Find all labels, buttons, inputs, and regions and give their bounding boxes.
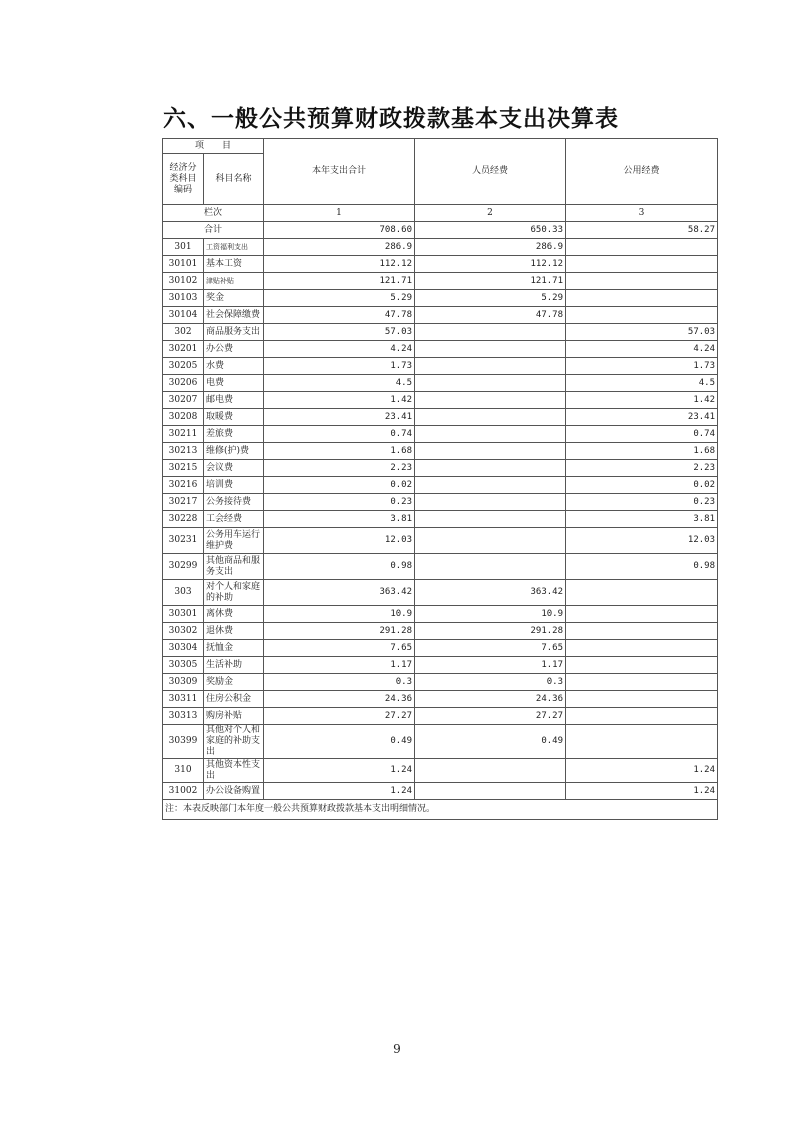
row-total: 7.65 — [264, 640, 415, 657]
table-row — [163, 392, 718, 409]
header-item-row — [163, 139, 718, 154]
row-code: 30399 — [163, 725, 204, 759]
row-name: 其他商品和服务支出 — [204, 554, 264, 580]
lanci-1: 1 — [264, 205, 415, 222]
row-code: 30104 — [163, 307, 204, 324]
table-row — [163, 606, 718, 623]
total-col1: 708.60 — [264, 222, 415, 239]
header-col2: 人员经费 — [415, 139, 566, 205]
table-row — [163, 324, 718, 341]
row-code: 302 — [163, 324, 204, 341]
row-name: 退休费 — [204, 623, 264, 640]
row-name: 基本工资 — [204, 256, 264, 273]
row-code: 30228 — [163, 511, 204, 528]
page-title: 六、一般公共预算财政拨款基本支出决算表 — [163, 106, 619, 132]
row-code: 30311 — [163, 691, 204, 708]
row-public: 4.24 — [566, 341, 718, 358]
row-personnel: 291.28 — [415, 623, 566, 640]
row-name: 其他资本性支出 — [204, 759, 264, 783]
page-number: 9 — [393, 1042, 401, 1056]
total-col3: 58.27 — [566, 222, 718, 239]
table-row — [163, 657, 718, 674]
row-public — [566, 657, 718, 674]
row-public: 1.42 — [566, 392, 718, 409]
total-col2: 650.33 — [415, 222, 566, 239]
row-name: 购房补贴 — [204, 708, 264, 725]
table-row — [163, 783, 718, 800]
header-col3: 公用经费 — [566, 139, 718, 205]
table-row — [163, 409, 718, 426]
row-total: 0.49 — [264, 725, 415, 759]
row-public — [566, 623, 718, 640]
row-total: 112.12 — [264, 256, 415, 273]
table-row — [163, 759, 718, 783]
row-personnel: 7.65 — [415, 640, 566, 657]
row-code: 30309 — [163, 674, 204, 691]
row-personnel — [415, 443, 566, 460]
row-name: 差旅费 — [204, 426, 264, 443]
row-personnel: 47.78 — [415, 307, 566, 324]
row-code: 30201 — [163, 341, 204, 358]
row-personnel: 363.42 — [415, 580, 566, 606]
table-row — [163, 725, 718, 759]
row-personnel — [415, 324, 566, 341]
lanci-2: 2 — [415, 205, 566, 222]
table-row — [163, 708, 718, 725]
row-public — [566, 606, 718, 623]
row-name: 奖励金 — [204, 674, 264, 691]
header-name-label: 科目名称 — [204, 154, 264, 205]
row-code: 30305 — [163, 657, 204, 674]
row-name: 电费 — [204, 375, 264, 392]
row-public — [566, 674, 718, 691]
table-row — [163, 426, 718, 443]
lanci-label: 栏次 — [163, 205, 264, 222]
row-personnel — [415, 759, 566, 783]
row-total: 0.74 — [264, 426, 415, 443]
row-name: 工资福利支出 — [204, 239, 264, 256]
row-personnel: 10.9 — [415, 606, 566, 623]
row-total: 1.68 — [264, 443, 415, 460]
row-total: 0.98 — [264, 554, 415, 580]
table-row — [163, 580, 718, 606]
row-personnel — [415, 341, 566, 358]
row-name: 生活补助 — [204, 657, 264, 674]
row-code: 30313 — [163, 708, 204, 725]
row-total: 0.02 — [264, 477, 415, 494]
row-public: 4.5 — [566, 375, 718, 392]
table-row — [163, 674, 718, 691]
row-name: 社会保障缴费 — [204, 307, 264, 324]
row-public: 0.02 — [566, 477, 718, 494]
row-personnel: 1.17 — [415, 657, 566, 674]
table-row — [163, 358, 718, 375]
row-personnel — [415, 358, 566, 375]
row-personnel: 112.12 — [415, 256, 566, 273]
row-name: 维修(护)费 — [204, 443, 264, 460]
row-public — [566, 580, 718, 606]
table-row — [163, 290, 718, 307]
row-public: 2.23 — [566, 460, 718, 477]
row-total: 27.27 — [264, 708, 415, 725]
row-name: 离休费 — [204, 606, 264, 623]
row-code: 30206 — [163, 375, 204, 392]
table-row — [163, 623, 718, 640]
row-name: 奖金 — [204, 290, 264, 307]
row-code: 30213 — [163, 443, 204, 460]
row-public — [566, 239, 718, 256]
row-code: 30231 — [163, 528, 204, 554]
row-name: 办公设备购置 — [204, 783, 264, 800]
row-total: 1.73 — [264, 358, 415, 375]
row-total: 47.78 — [264, 307, 415, 324]
row-public: 57.03 — [566, 324, 718, 341]
row-name: 办公费 — [204, 341, 264, 358]
row-name: 邮电费 — [204, 392, 264, 409]
row-personnel: 0.3 — [415, 674, 566, 691]
row-total: 12.03 — [264, 528, 415, 554]
row-total: 57.03 — [264, 324, 415, 341]
row-code: 30103 — [163, 290, 204, 307]
row-code: 30301 — [163, 606, 204, 623]
row-code: 30205 — [163, 358, 204, 375]
row-total: 291.28 — [264, 623, 415, 640]
row-total: 23.41 — [264, 409, 415, 426]
row-name: 会议费 — [204, 460, 264, 477]
row-personnel — [415, 511, 566, 528]
row-total: 0.23 — [264, 494, 415, 511]
total-row — [163, 222, 718, 239]
row-total: 0.3 — [264, 674, 415, 691]
row-public — [566, 725, 718, 759]
row-name: 水费 — [204, 358, 264, 375]
row-total: 10.9 — [264, 606, 415, 623]
row-total: 1.42 — [264, 392, 415, 409]
row-personnel — [415, 494, 566, 511]
row-personnel: 5.29 — [415, 290, 566, 307]
row-personnel — [415, 477, 566, 494]
row-code: 30215 — [163, 460, 204, 477]
row-personnel — [415, 460, 566, 477]
row-name: 公务用车运行维护费 — [204, 528, 264, 554]
header-code-label: 经济分类科目编码 — [163, 154, 204, 205]
row-public — [566, 307, 718, 324]
table-row — [163, 273, 718, 290]
row-code: 30102 — [163, 273, 204, 290]
row-code: 30101 — [163, 256, 204, 273]
row-name: 其他对个人和家庭的补助支出 — [204, 725, 264, 759]
row-public — [566, 691, 718, 708]
row-personnel: 121.71 — [415, 273, 566, 290]
table-row — [163, 256, 718, 273]
row-total: 3.81 — [264, 511, 415, 528]
row-personnel — [415, 783, 566, 800]
note-row — [163, 800, 718, 820]
row-personnel: 286.9 — [415, 239, 566, 256]
row-total: 4.5 — [264, 375, 415, 392]
row-name: 抚恤金 — [204, 640, 264, 657]
table-row — [163, 477, 718, 494]
row-public — [566, 256, 718, 273]
row-total: 1.24 — [264, 759, 415, 783]
row-code: 303 — [163, 580, 204, 606]
header-col1: 本年支出合计 — [264, 139, 415, 205]
row-code: 30211 — [163, 426, 204, 443]
row-code: 30304 — [163, 640, 204, 657]
lanci-3: 3 — [566, 205, 718, 222]
row-public: 3.81 — [566, 511, 718, 528]
row-public: 1.24 — [566, 783, 718, 800]
row-code: 30302 — [163, 623, 204, 640]
row-name: 津贴补贴 — [204, 273, 264, 290]
row-code: 30217 — [163, 494, 204, 511]
table-row — [163, 554, 718, 580]
row-personnel — [415, 528, 566, 554]
row-name: 住房公积金 — [204, 691, 264, 708]
table-row — [163, 307, 718, 324]
row-personnel — [415, 409, 566, 426]
table-row — [163, 341, 718, 358]
row-code: 30299 — [163, 554, 204, 580]
row-code: 30216 — [163, 477, 204, 494]
row-total: 1.17 — [264, 657, 415, 674]
row-public — [566, 290, 718, 307]
row-personnel — [415, 554, 566, 580]
row-total: 363.42 — [264, 580, 415, 606]
table-row — [163, 494, 718, 511]
row-total: 1.24 — [264, 783, 415, 800]
row-personnel — [415, 426, 566, 443]
row-personnel: 24.36 — [415, 691, 566, 708]
row-total: 4.24 — [264, 341, 415, 358]
row-code: 30208 — [163, 409, 204, 426]
row-personnel — [415, 392, 566, 409]
table-row — [163, 460, 718, 477]
row-name: 商品服务支出 — [204, 324, 264, 341]
row-name: 对个人和家庭的补助 — [204, 580, 264, 606]
table-row — [163, 375, 718, 392]
row-public: 0.23 — [566, 494, 718, 511]
row-personnel: 0.49 — [415, 725, 566, 759]
table-row — [163, 640, 718, 657]
row-total: 2.23 — [264, 460, 415, 477]
row-public: 0.74 — [566, 426, 718, 443]
table-note: 注：本表反映部门本年度一般公共预算财政拨款基本支出明细情况。 — [163, 800, 718, 820]
table-row — [163, 691, 718, 708]
row-code: 31002 — [163, 783, 204, 800]
table-row — [163, 239, 718, 256]
total-label: 合计 — [163, 222, 264, 239]
lanci-row — [163, 205, 718, 222]
row-public: 23.41 — [566, 409, 718, 426]
table-row — [163, 528, 718, 554]
row-name: 培训费 — [204, 477, 264, 494]
row-public: 1.24 — [566, 759, 718, 783]
row-public: 0.98 — [566, 554, 718, 580]
row-public: 1.68 — [566, 443, 718, 460]
row-total: 286.9 — [264, 239, 415, 256]
expenditure-table — [162, 138, 718, 820]
table-row — [163, 443, 718, 460]
row-code: 301 — [163, 239, 204, 256]
row-public — [566, 273, 718, 290]
header-item: 项 目 — [163, 139, 264, 154]
row-name: 取暖费 — [204, 409, 264, 426]
row-total: 121.71 — [264, 273, 415, 290]
row-name: 工会经费 — [204, 511, 264, 528]
row-code: 310 — [163, 759, 204, 783]
row-personnel — [415, 375, 566, 392]
row-public: 12.03 — [566, 528, 718, 554]
row-total: 24.36 — [264, 691, 415, 708]
row-code: 30207 — [163, 392, 204, 409]
row-public — [566, 640, 718, 657]
row-public — [566, 708, 718, 725]
row-total: 5.29 — [264, 290, 415, 307]
row-public: 1.73 — [566, 358, 718, 375]
row-personnel: 27.27 — [415, 708, 566, 725]
row-name: 公务接待费 — [204, 494, 264, 511]
table-row — [163, 511, 718, 528]
